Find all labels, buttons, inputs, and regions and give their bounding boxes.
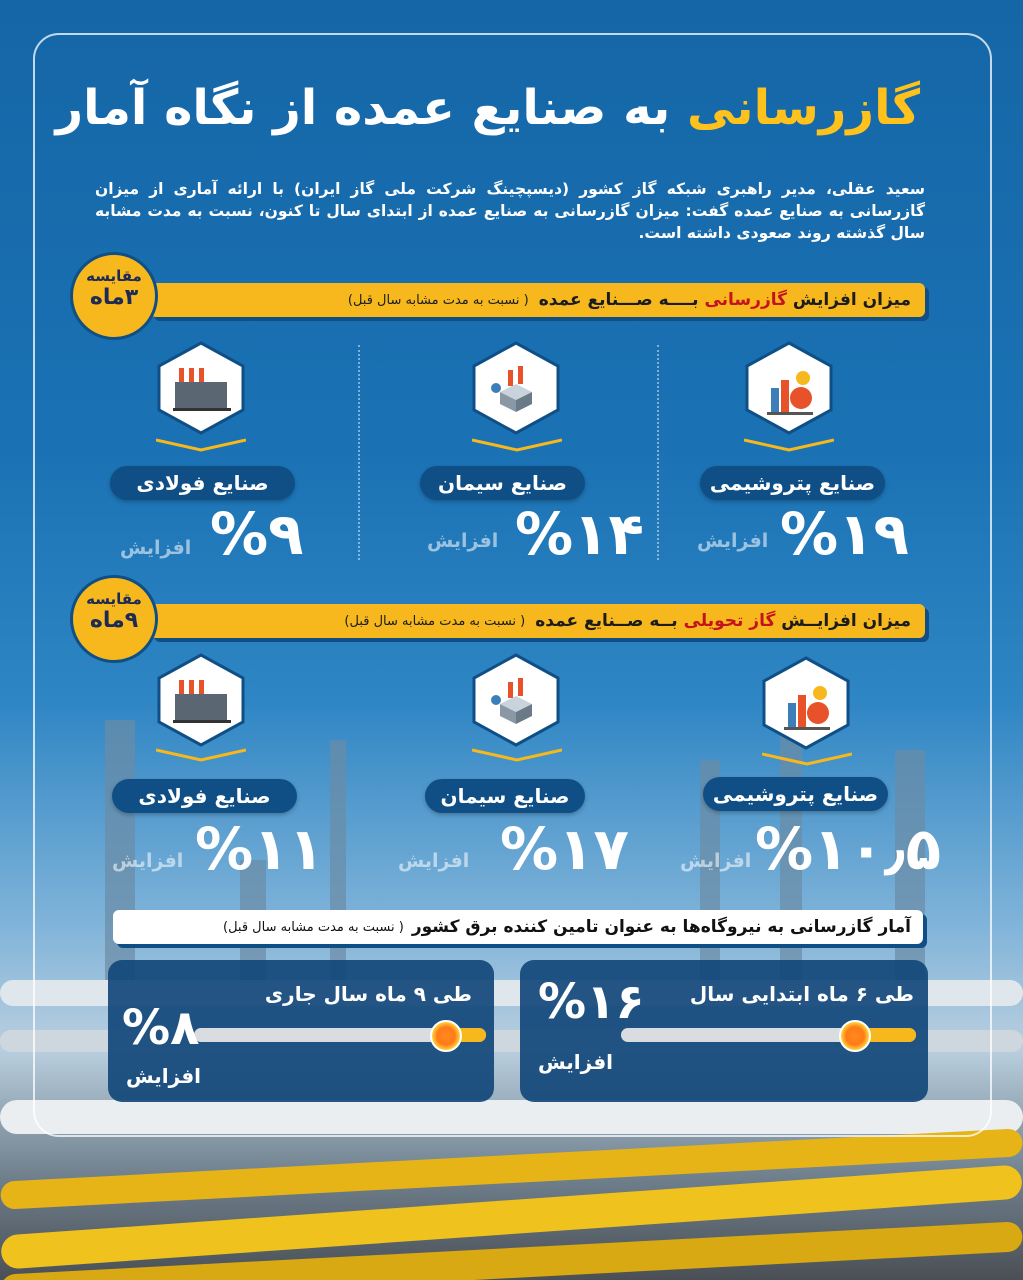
steel-plant-icon bbox=[155, 340, 247, 436]
progress-bar bbox=[621, 1028, 916, 1042]
card-value: %۸ bbox=[122, 1000, 200, 1056]
progress-bar bbox=[194, 1028, 486, 1042]
progress-knob bbox=[430, 1020, 462, 1052]
item-value: %۱۷ bbox=[500, 815, 629, 883]
item-value: %۱۱ bbox=[195, 815, 324, 883]
item-value: %۹ bbox=[210, 500, 304, 568]
intro-paragraph: سعید عقلی، مدیر راهبری شبکه گاز کشور (دیسپچینگ شرکت ملی گاز ایران) با ارائه آماری از میزان گازرسانی به صنایع عمده گفت: میزان گازرسانی به صنایع عمده از ابتدای سال تا کنون، نسبت به مدت مشابه سال گذشته روند صعودی داشته است. bbox=[95, 180, 925, 242]
page-title: گازرسانی به صنایع عمده از نگاه آمار bbox=[55, 80, 920, 136]
item-name: صنایع فولادی bbox=[112, 779, 297, 813]
item-name: صنایع پتروشیمی bbox=[700, 466, 885, 500]
item-name: صنایع پتروشیمی bbox=[703, 777, 888, 811]
card-label: طی ۹ ماه سال جاری bbox=[264, 982, 472, 1006]
item-increase: افزایش bbox=[427, 530, 499, 552]
item-name: صنایع سیمان bbox=[425, 779, 585, 813]
chevron-down-icon bbox=[744, 438, 834, 452]
item-increase: افزایش bbox=[112, 850, 184, 872]
petrochemical-icon bbox=[743, 340, 835, 436]
card-increase: افزایش bbox=[126, 1064, 202, 1088]
chevron-down-icon bbox=[156, 438, 246, 452]
item-value: %۱۴ bbox=[515, 500, 644, 568]
item-value: %۱۹ bbox=[780, 500, 909, 568]
item-value: %۱۰٫۵ bbox=[755, 815, 941, 883]
power-card-9-months bbox=[108, 960, 494, 1102]
divider bbox=[657, 345, 659, 560]
section2-badge: مقایسه ۹ماه bbox=[70, 575, 158, 663]
power-plants-header: آمار گازرسانی به نیروگاه‌ها به عنوان تامین کننده برق کشور ( نسبت به مدت مشابه سال قبل) bbox=[113, 910, 923, 944]
chevron-down-icon bbox=[472, 438, 562, 452]
item-increase: افزایش bbox=[398, 850, 470, 872]
section2-banner: میزان افزایــش گاز تحویلی بــه صــنایع عمده ( نسبت به مدت مشابه سال قبل) bbox=[150, 604, 925, 638]
section1-badge: مقایسه ۳ماه bbox=[70, 252, 158, 340]
cement-factory-icon bbox=[470, 652, 562, 748]
divider bbox=[358, 345, 360, 560]
power-card-6-months bbox=[520, 960, 928, 1102]
card-increase: افزایش bbox=[538, 1050, 614, 1074]
progress-knob bbox=[839, 1020, 871, 1052]
item-increase: افزایش bbox=[697, 530, 769, 552]
item-increase: افزایش bbox=[120, 537, 192, 559]
chevron-down-icon bbox=[762, 752, 852, 766]
item-name: صنایع سیمان bbox=[420, 466, 585, 500]
cement-factory-icon bbox=[470, 340, 562, 436]
chevron-down-icon bbox=[472, 748, 562, 762]
chevron-down-icon bbox=[156, 748, 246, 762]
petrochemical-icon bbox=[760, 655, 852, 751]
card-label: طی ۶ ماه ابتدایی سال bbox=[689, 982, 914, 1006]
item-name: صنایع فولادی bbox=[110, 466, 295, 500]
card-value: %۱۶ bbox=[538, 974, 645, 1030]
item-increase: افزایش bbox=[680, 850, 752, 872]
section1-banner: میزان افزایش گازرسانی بــــه صـــنایع عمده ( نسبت به مدت مشابه سال قبل) bbox=[150, 283, 925, 317]
steel-plant-icon bbox=[155, 652, 247, 748]
